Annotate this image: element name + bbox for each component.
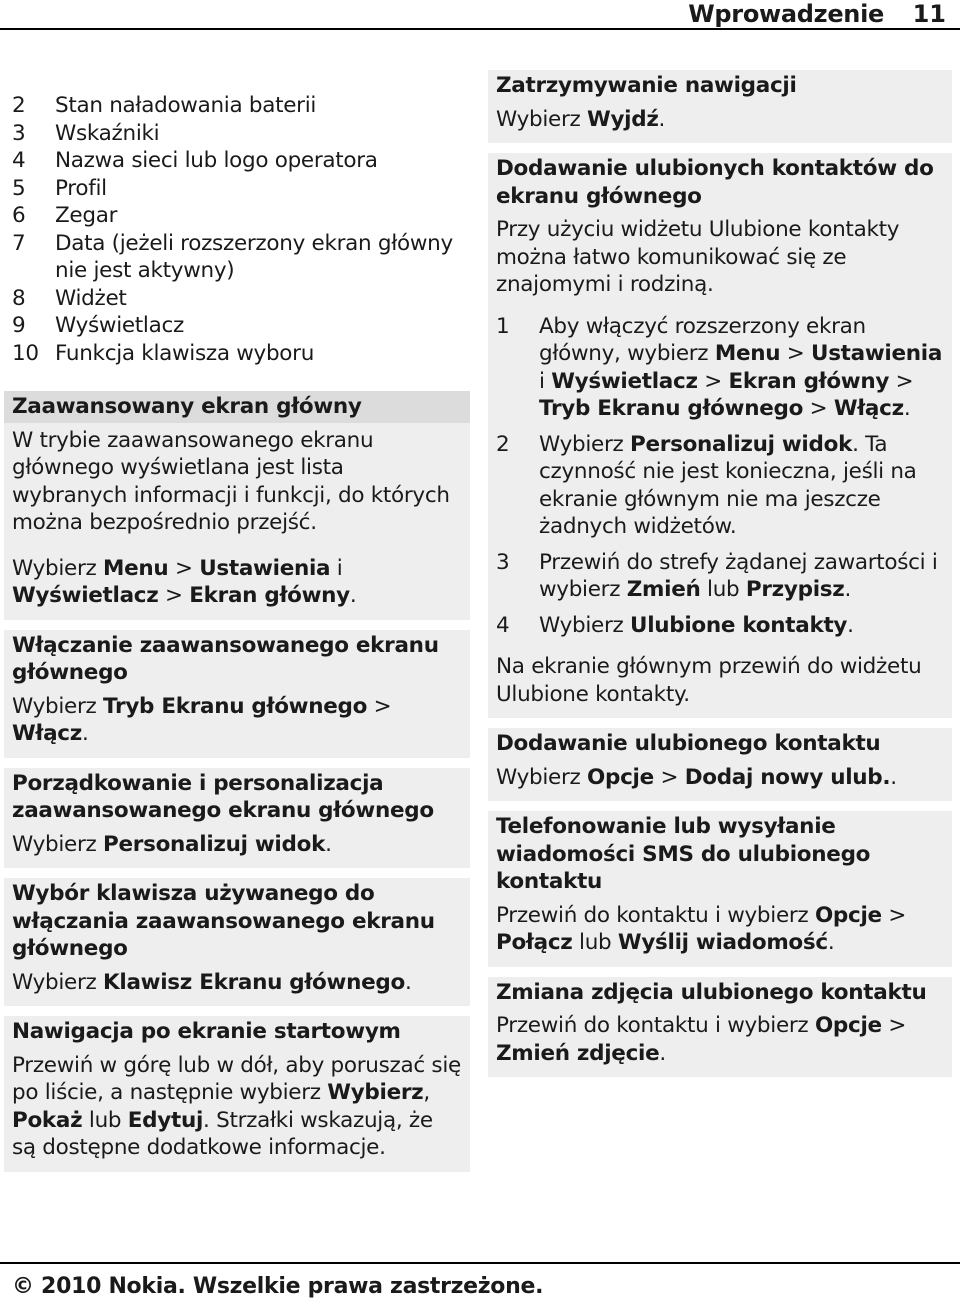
section-title: Dodawanie ulubionych kontaktów do ekranu głównego — [496, 156, 934, 209]
page-footer — [0, 1262, 960, 1299]
instruction: Wybierz Personalizuj widok. — [12, 831, 332, 857]
section-key — [4, 878, 470, 1006]
section-intro: Przy użyciu widżetu Ulubione kontakty można łatwo komunikować się ze znajomymi i rodziną. — [496, 217, 900, 297]
section-call-favorite — [488, 811, 952, 967]
section-description: W trybie zaawansowanego ekranu głównego wyświetlana jest lista wybranych informacji i funkcji, do których można bezpośrednio przejść. — [12, 427, 450, 535]
list-item: 7 Data (jeżeli rozszerzony ekran główny nie jest aktywny) — [12, 230, 453, 283]
copyright-text: © 2010 Nokia. Wszelkie prawa zastrzeżone. — [12, 1274, 544, 1299]
list-item: 2 Stan naładowania baterii — [12, 93, 317, 118]
section-outro: Na ekranie głównym przewiń do widżetu Ulubione kontakty. — [496, 654, 922, 707]
list-item: 6 Zegar — [12, 203, 118, 228]
instruction: Wybierz Opcje > Dodaj nowy ulub.. — [496, 764, 897, 790]
instruction: Wybierz Klawisz Ekranu głównego. — [12, 969, 412, 995]
left-column — [4, 92, 470, 1182]
steps-list — [496, 313, 944, 640]
instruction: Przewiń do kontaktu i wybierz Opcje > Połącz lub Wyślij wiadomość. — [496, 902, 907, 955]
section-change-photo — [488, 977, 952, 1078]
section-title: Zatrzymywanie nawigacji — [496, 73, 797, 98]
section-advanced-homescreen — [4, 391, 470, 620]
section-navigation — [4, 1016, 470, 1172]
list-item: 4 Nazwa sieci lub logo operatora — [12, 148, 378, 173]
step-item: 2 Wybierz Personalizuj widok. Ta czynność nie jest konieczna, jeśli na ekranie głównym nie ma jeszcze żadnych widżetów. — [496, 431, 917, 539]
list-item: 9 Wyświetlacz — [12, 313, 184, 338]
section-title: Zaawansowany ekran główny — [4, 391, 470, 423]
section-title: Nawigacja po ekranie startowym — [12, 1019, 401, 1044]
section-title: Włączanie zaawansowanego ekranu głównego — [12, 632, 439, 685]
section-title: Porządkowanie i personalizacja zaawansowanego ekranu głównego — [12, 770, 434, 823]
section-title: Wybór klawisza używanego do włączania zaawansowanego ekranu głównego — [12, 881, 435, 961]
instruction: Wybierz Wyjdź. — [496, 106, 666, 132]
instruction: Wybierz Tryb Ekranu głównego > Włącz. — [12, 693, 392, 746]
instruction: Wybierz Menu > Ustawienia i Wyświetlacz > Ekran główny. — [12, 555, 357, 608]
list-item: 8 Widżet — [12, 285, 127, 311]
section-organize — [4, 768, 470, 869]
instruction: Przewiń do kontaktu i wybierz Opcje > Zmień zdjęcie. — [496, 1013, 907, 1066]
page-header — [0, 0, 960, 30]
list-item: 10 Funkcja klawisza wyboru — [12, 340, 315, 366]
step-item: 4 Wybierz Ulubione kontakty. — [496, 612, 854, 638]
legend-list — [12, 92, 470, 367]
section-title: Dodawanie ulubionego kontaktu — [496, 731, 881, 756]
page-number: 11 — [912, 0, 946, 28]
section-stop-navigation — [488, 70, 952, 143]
list-item: 5 Profil — [12, 175, 107, 201]
instruction: Przewiń w górę lub w dół, aby poruszać się po liście, a następnie wybierz Wybierz, Pokaż lub Edytuj. Strzałki wskazują, że są dostępne dodatkowe informacje. — [12, 1052, 461, 1160]
section-add-favorites — [488, 153, 952, 718]
step-item: 3 Przewiń do strefy żądanej zawartości i wybierz Zmień lub Przypisz. — [496, 549, 938, 602]
section-enable — [4, 630, 470, 758]
menu-path: Menu — [103, 555, 169, 581]
section-title: Zmiana zdjęcia ulubionego kontaktu — [496, 979, 927, 1005]
list-item: 3 Wskaźniki — [12, 120, 160, 146]
step-item: 1 Aby włączyć rozszerzony ekran główny, wybierz Menu > Ustawienia i Wyświetlacz > Ekran główny > Tryb Ekranu głównego > Włącz. — [496, 313, 943, 421]
chapter-title: Wprowadzenie — [688, 0, 884, 28]
section-title: Telefonowanie lub wysyłanie wiadomości SMS do ulubionego kontaktu — [496, 814, 871, 894]
section-add-favorite — [488, 728, 952, 801]
right-column — [488, 70, 952, 1087]
